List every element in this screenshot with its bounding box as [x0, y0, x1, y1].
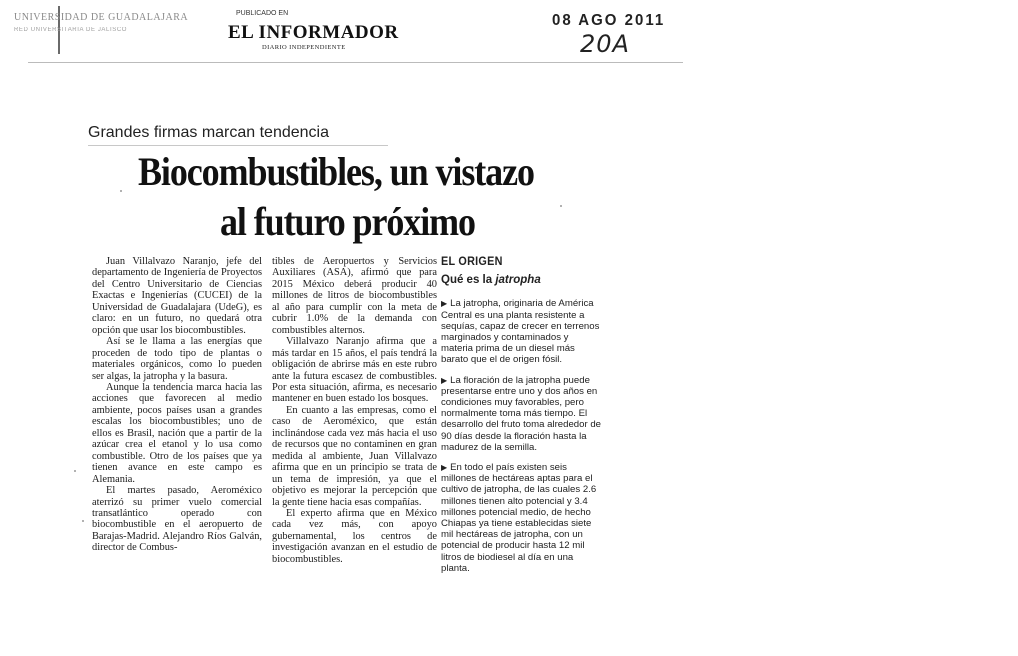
- sidebar-box: [441, 256, 601, 648]
- article-column-2: [272, 256, 437, 648]
- bullet-icon: ▶: [441, 299, 448, 309]
- headline-line-2: al futuro próximo: [220, 199, 475, 244]
- headline-line-1: Biocombustibles, un vistazo: [138, 149, 534, 194]
- sidebar-subtitle: [441, 275, 601, 286]
- sidebar-item-text: La floración de la jatropha puede presentarse entre uno y dos años en condiciones muy favorables, pero normalmente toma más tiempo. El desarrollo del fruto toma alrededor de 90 días desde la floración hasta la madurez de la semilla.: [441, 374, 601, 453]
- scan-speck: [560, 205, 562, 207]
- university-name: UNIVERSIDAD DE GUADALAJARA: [14, 12, 189, 23]
- scan-speck: [74, 470, 76, 472]
- sidebar-subtitle-term: jatropha: [495, 274, 541, 287]
- paragraph: El experto afirma que en México cada vez más, con apoyo gubernamental, los centros de investigación avanzan en el estudio de biocombustibles.: [272, 507, 437, 565]
- paragraph: Juan Villalvazo Naranjo, jefe del departamento de Ingeniería de Proyectos del Centro Universitario de Ciencias Exactas e Ingenierías (CUCEI) de la Universidad de Guadalajara (UdeG), es claro: en un futuro, no quedará otra opción que usar los biocombustibles.: [92, 256, 262, 336]
- paragraph: Aunque la tendencia marca hacia las acciones que favorecen al medio ambiente, pocos países usan a grandes escalas los biocombustibles; uno de ellos es Brasil, nación que a partir de la azúcar crea el etanol y lo usa como combustible. Otro de los países que ya tienen avance en este campo es Alemania.: [92, 381, 262, 485]
- bullet-icon: ▶: [441, 375, 448, 385]
- paragraph: Así se le llama a las energías que proceden de todo tipo de plantas o materiales orgánicos, como lo pueden ser algas, la jatropha y la basura.: [92, 336, 262, 382]
- kicker-rule: [88, 145, 388, 146]
- sidebar-item-text: En todo el país existen seis millones de hectáreas aptas para el cultivo de jatropha, de las cuales 2.6 millones tienen alto potencial y 3.4 millones potencial medio, de hecho Chiapas ya tiene establecidas siete mil hectáreas de jatropha, con un potencial de producir hasta 12 mil litros de biodiesel al día en una planta.: [441, 462, 597, 574]
- paragraph: El martes pasado, Aeroméxico aterrizó su primer vuelo comercial transatlántico operado con biocombustible en el aeropuerto de Barajas-Madrid. Alejandro Ríos Galván, director de Combus-: [92, 485, 262, 554]
- sidebar-title: EL ORIGEN: [441, 256, 503, 268]
- newspaper-tagline: DIARIO INDEPENDIENTE: [262, 44, 346, 51]
- article-kicker: Grandes firmas marcan tendencia: [88, 124, 329, 141]
- scan-speck: [82, 520, 84, 522]
- date-stamp: 08 AGO 2011: [552, 11, 666, 30]
- header-rule: [28, 62, 683, 63]
- scan-speck: [120, 190, 122, 192]
- sidebar-item: [441, 298, 601, 365]
- sidebar-subtitle-prefix: Qué es la: [441, 274, 496, 287]
- article-column-1: [92, 256, 262, 648]
- paragraph: tibles de Aeropuertos y Servicios Auxiliares (ASA), afirmó que para 2015 México deberá producir 40 millones de litros de biocombustibles al año para cumplir con la meta de cubrir 1.0% de la demanda con combustibles alternos.: [272, 256, 437, 336]
- handwritten-page-number: 20A: [580, 30, 630, 58]
- newspaper-name: EL INFORMADOR: [228, 22, 399, 43]
- bullet-icon: ▶: [441, 463, 448, 473]
- sidebar-item: [441, 462, 601, 574]
- sidebar-item-text: La jatropha, originaria de América Central es una planta resistente a sequías, capaz de crecer en terrenos marginados y contaminados y materia prima de un diesel más barato que el de origen fósil.: [441, 298, 600, 366]
- paragraph: En cuanto a las empresas, como el caso de Aeroméxico, que están inclinándose cada vez más hacia el uso de recursos que no contaminen en gran medida al ambiente, Juan Villalvazo afirma que en un principio se trata de un tema de impresión, ya que el objetivo es mejorar la percepción que la gente tiene hacia esas compañías.: [272, 404, 437, 508]
- university-subtitle: RED UNIVERSITARIA DE JALISCO: [14, 27, 128, 33]
- sidebar-item: [441, 375, 601, 453]
- published-in-label: PUBLICADO EN: [236, 10, 289, 17]
- paragraph: Villalvazo Naranjo afirma que a más tardar en 15 años, el país tendrá la obligación de abrirse más en este rubro ante la futura escasez de combustibles. Por esta situación, afirma, es necesario mantener en buen estado los bosques.: [272, 336, 437, 405]
